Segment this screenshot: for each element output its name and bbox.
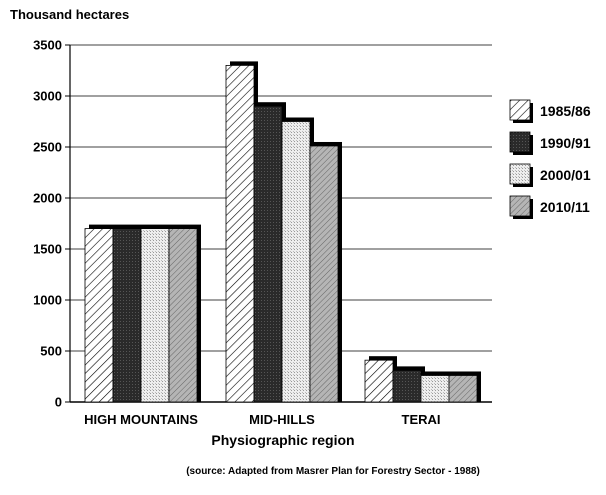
bar-group — [226, 61, 342, 402]
y-tick-label: 2500 — [33, 139, 62, 155]
legend-item — [510, 164, 591, 187]
bar-group — [365, 356, 481, 402]
legend-swatch — [510, 164, 530, 184]
legend-label: 2010/11 — [540, 199, 590, 215]
bar — [85, 229, 113, 402]
y-tick-label: 3000 — [33, 88, 62, 104]
bar — [393, 370, 421, 402]
bar — [113, 229, 141, 402]
bar — [421, 375, 449, 402]
y-tick-label: 2000 — [33, 190, 62, 206]
bar — [449, 375, 477, 402]
bar — [254, 106, 282, 402]
y-tick-label: 0 — [54, 394, 62, 410]
legend-label: 2000/01 — [540, 167, 591, 183]
y-tick-label: 1500 — [33, 241, 62, 257]
legend-item — [510, 132, 591, 155]
y-tick-label: 500 — [40, 343, 62, 359]
legend-item — [510, 100, 591, 123]
x-category-label: HIGH MOUNTAINS — [84, 412, 198, 427]
bar — [365, 360, 393, 402]
legend-swatch — [510, 132, 530, 152]
legend-swatch — [510, 100, 530, 120]
legend — [510, 100, 591, 219]
y-tick-labels — [33, 38, 62, 410]
bar — [141, 229, 169, 402]
bar-group — [85, 225, 201, 402]
x-category-label: MID-HILLS — [249, 412, 315, 427]
legend-item — [510, 196, 590, 219]
x-category-label: TERAI — [401, 412, 441, 427]
legend-label: 1990/91 — [540, 135, 591, 151]
y-tick-label: 1000 — [33, 292, 62, 308]
y-tick-label: 3500 — [33, 37, 62, 53]
bar — [282, 122, 310, 403]
bar — [169, 229, 197, 402]
legend-label: 1985/86 — [540, 103, 591, 119]
legend-swatch — [510, 196, 530, 216]
y-axis-title: Thousand hectares — [10, 7, 130, 22]
x-category-labels — [84, 412, 440, 427]
x-axis-title: Physiographic region — [211, 432, 355, 448]
bar — [310, 146, 338, 402]
bar — [226, 65, 254, 402]
source-note: (source: Adapted from Masrer Plan for Forestry Sector - 1988) — [186, 466, 480, 477]
